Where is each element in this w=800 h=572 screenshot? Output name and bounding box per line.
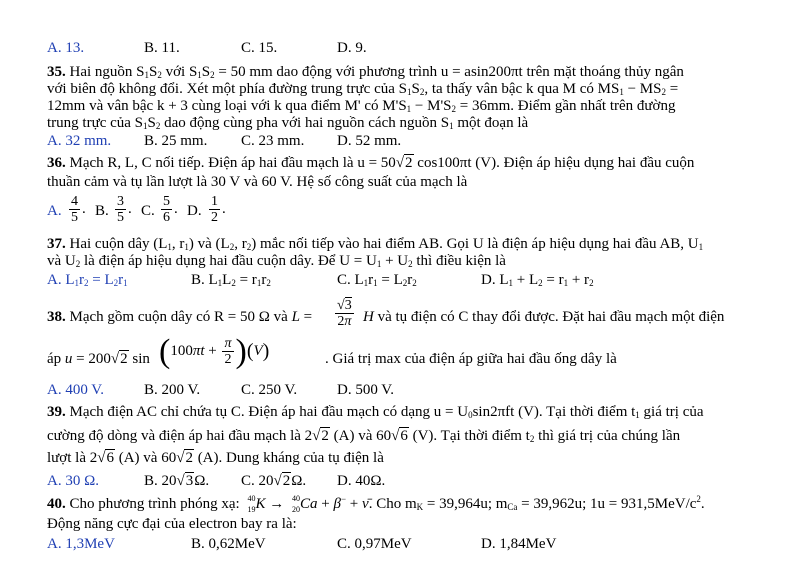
q34-option-c: C. 15. bbox=[241, 40, 278, 56]
q38-voltage-phase: (100πt + $\frac{\pi}{2}$ )(V) bbox=[159, 333, 270, 370]
q36-option-d-label: D. bbox=[187, 203, 202, 219]
q36-number: 36. bbox=[47, 155, 66, 171]
q35-option-c: C. 23 mm. bbox=[241, 133, 305, 149]
q38-option-a: A. 400 V. bbox=[47, 382, 104, 398]
q37-number: 37. bbox=[47, 236, 66, 252]
q37-option-c: C. $L_1r_1 = L_2r_2$ bbox=[337, 272, 417, 288]
q40-line-2: Động năng cực đại của electron bay ra là: bbox=[47, 516, 297, 532]
q36-line-2: thuần cảm và tụ lần lượt là 30 V và 60 V. Hệ số công suất của mạch là bbox=[47, 174, 468, 190]
q36-option-b-frac: $\frac{3}{5}$ . bbox=[117, 194, 132, 225]
q36-option-d-frac: $\frac{1}{2}$ . bbox=[211, 194, 226, 225]
q35-line-4: trung trực của $S_1S_2$ dao động cùng pha với hai nguồn cách nguồn $S_1$ một đoạn là bbox=[47, 115, 529, 131]
q40-option-d: D. 1,84MeV bbox=[481, 536, 557, 552]
q34-option-d: D. 9. bbox=[337, 40, 367, 56]
q38-line-2-lead: áp u = 200√2 sin bbox=[47, 351, 150, 367]
q38-inductance-frac: $\frac{√3}{2\pi}$ bbox=[337, 298, 352, 329]
q35-line-1: 35. Hai nguồn $S_1S_2$ với $S_1S_2 = 50$ mm dao động với phương trình u = asin200πt trên mặt thoáng thủy ngân bbox=[47, 64, 684, 80]
q39-line-2: cường độ dòng và điện áp hai đầu mạch là 2√2 (A) và 60√6 (V). Tại thời điểm $t_2$ thì giá trị của chúng lần bbox=[47, 428, 681, 444]
q35-number: 35. bbox=[47, 64, 66, 80]
q38-number: 38. bbox=[47, 309, 66, 325]
q40-option-c: C. 0,97MeV bbox=[337, 536, 412, 552]
q40-option-b: B. 0,62MeV bbox=[191, 536, 266, 552]
q38-line-1-lead: 38. Mạch gồm cuộn dây có R = 50 Ω và L = bbox=[47, 309, 313, 325]
q39-option-b: B. 20√3Ω. bbox=[144, 473, 210, 489]
q40-number: 40. bbox=[47, 496, 66, 512]
q38-option-d: D. 500 V. bbox=[337, 382, 394, 398]
q36-option-a-label: A. bbox=[47, 203, 62, 219]
q37-option-a: A. $L_1r_2 = L_2r_1$ bbox=[47, 272, 128, 288]
q39-option-d: D. 40Ω. bbox=[337, 473, 386, 489]
q36-option-a-frac: $\frac{4}{5}$ . bbox=[71, 194, 86, 225]
q34-option-a: A. 13. bbox=[47, 40, 85, 56]
q37-option-d: D. $L_1 + L_2 = r_1 + r_2$ bbox=[481, 272, 594, 288]
q40-option-a: A. 1,3MeV bbox=[47, 536, 115, 552]
q39-line-1: 39. Mạch điện AC chỉ chứa tụ C. Điện áp hai đầu mạch có dạng $u = U_0\sin 2\pi ft$ (V). Tại thời điểm $t_1$ giá trị của bbox=[47, 404, 704, 420]
q35-line-2: với biên độ không đổi. Xét một phía đường trung trực của $S_1S_2$, ta thấy vân bậc k qua M có $MS_1 - MS_2$ = bbox=[47, 81, 679, 97]
q35-option-a: A. 32 mm. bbox=[47, 133, 112, 149]
q39-line-3: lượt là 2√6 (A) và 60√2 (A). Dung kháng của tụ điện là bbox=[47, 450, 384, 466]
q36-option-c-label: C. bbox=[141, 203, 155, 219]
q36-option-c-frac: $\frac{5}{6}$ . bbox=[163, 194, 178, 225]
q35-line-3: 12mm và vân bậc k + 3 cùng loại với k qua điểm M' có $M'S_1 - M'S_2 = 36mm$. Điểm gần nhất trên đường bbox=[47, 98, 676, 114]
q40-line-1: 40. Cho phương trình phóng xạ: 40 19 K → 40 20 Ca + β− + ν̄. Cho $m_K = 39,964u$; $m_{Ca} = 39,962u$; $1u = 931,5MeV/c^2$. bbox=[47, 494, 705, 514]
q36-line-1: 36. Mạch R, L, C nối tiếp. Điện áp hai đầu mạch là u = 50√2 cos100πt (V). Điện áp hiệu dụng hai đầu cuộn bbox=[47, 155, 695, 171]
q36-option-b-label: B. bbox=[95, 203, 109, 219]
q39-number: 39. bbox=[47, 404, 66, 420]
q38-line-2-tail: . Giá trị max của điện áp giữa hai đầu ống dây là bbox=[325, 351, 617, 367]
q34-option-b: B. 11. bbox=[144, 40, 180, 56]
q37-line-2: và $U_2$ là điện áp hiệu dụng hai đầu cuộn dây. Để $U = U_1 + U_2$ thì điều kiện là bbox=[47, 253, 506, 269]
q38-option-b: B. 200 V. bbox=[144, 382, 201, 398]
q35-option-b: B. 25 mm. bbox=[144, 133, 208, 149]
q38-option-c: C. 250 V. bbox=[241, 382, 298, 398]
q39-option-c: C. 20√2Ω. bbox=[241, 473, 307, 489]
q38-line-1-tail: H và tụ điện có C thay đổi được. Đặt hai đầu mạch một điện bbox=[363, 309, 725, 325]
q39-option-a: A. 30 Ω. bbox=[47, 473, 99, 489]
q37-line-1: 37. Hai cuộn dây ($L_1$, $r_1$) và ($L_2$, $r_2$) mắc nối tiếp vào hai điểm AB. Gọi U là điện áp hiệu dụng hai đầu AB, $U_1$ bbox=[47, 236, 704, 252]
q35-option-d: D. 52 mm. bbox=[337, 133, 402, 149]
q37-option-b: B. $L_1L_2 = r_1r_2$ bbox=[191, 272, 271, 288]
